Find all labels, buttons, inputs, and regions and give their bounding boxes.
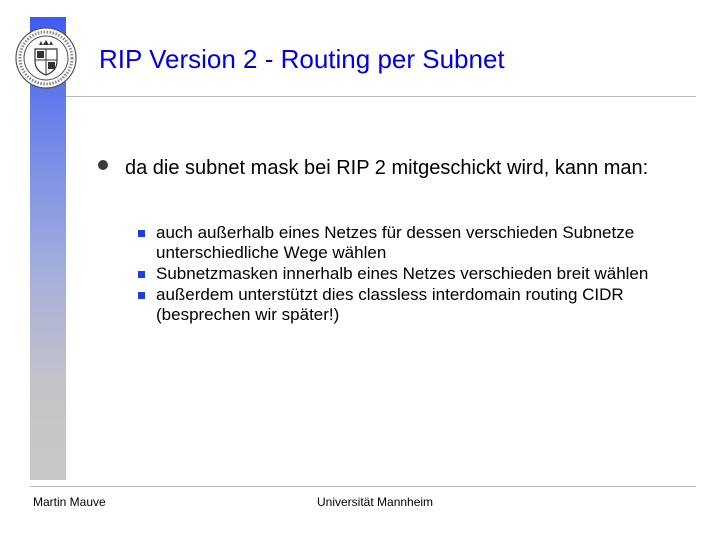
square-bullet-icon — [138, 292, 145, 299]
main-bullet-dot — [98, 160, 108, 170]
sub-bullet-item — [134, 285, 694, 325]
sub-bullet-item — [134, 264, 694, 284]
slide-title: RIP Version 2 - Routing per Subnet — [99, 44, 505, 74]
footer-institution: Universität Mannheim — [317, 495, 434, 509]
footer-divider — [30, 486, 696, 487]
sub-bullet-text: außerdem unterstützt dies classless interdomain routing CIDR (besprechen wir später!) — [156, 285, 624, 324]
sub-bullet-text: Subnetzmasken innerhalb eines Netzes verschieden breit wählen — [156, 264, 649, 283]
square-bullet-icon — [138, 230, 145, 237]
square-bullet-icon — [138, 271, 145, 278]
university-seal-icon — [15, 27, 77, 89]
main-bullet-text: da die subnet mask bei RIP 2 mitgeschickt wird, kann man: — [125, 157, 649, 179]
footer-author: Martin Mauve — [33, 495, 106, 509]
sub-bullet-list — [134, 223, 694, 326]
title-divider — [66, 96, 696, 97]
sub-bullet-text: auch außerhalb eines Netzes für dessen verschieden Subnetze unterschiedliche Wege wählen — [156, 223, 635, 262]
sub-bullet-item — [134, 223, 694, 263]
